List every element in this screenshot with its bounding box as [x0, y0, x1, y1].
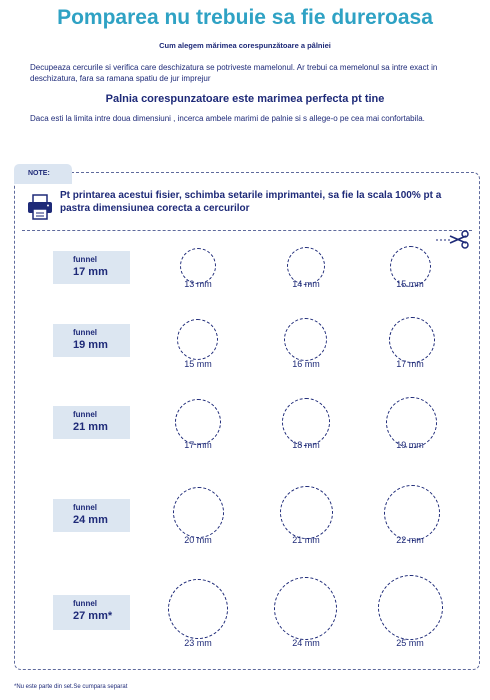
circle-size-label: 25 mm: [396, 638, 424, 648]
circle-size-label: 14 mm: [292, 279, 320, 289]
funnel-word: funnel: [73, 328, 97, 337]
cutout-circle-18mm: [282, 398, 330, 446]
cutout-circle-23mm: [168, 579, 228, 639]
funnel-label-27: [53, 595, 130, 630]
notice-divider: [22, 230, 472, 231]
print-scale-note: Pt printarea acestui fisier, schimba setarile imprimantei, sa fie la scala 100% pt a pastra dimensiunea corecta a cercurilor: [60, 190, 442, 214]
circle-size-label: 17 mm: [184, 440, 212, 450]
cutout-circle-22mm: [384, 485, 440, 541]
funnel-word: funnel: [73, 599, 97, 608]
funnel-label-24: [53, 499, 130, 532]
page-title: Pomparea nu trebuie sa fie dureroasa: [57, 6, 433, 29]
footnote: *Nu este parte din set.Se cumpara separat: [14, 684, 128, 690]
note-label: NOTE:: [28, 170, 50, 177]
cutout-circle-16mm: [284, 318, 327, 361]
circle-size-label: 24 mm: [292, 638, 320, 648]
cutout-circle-24mm: [274, 577, 337, 640]
funnel-size: 24 mm: [73, 514, 108, 526]
cutout-circle-25mm: [378, 575, 443, 640]
circle-size-label: 20 mm: [184, 535, 212, 545]
printer-icon: [27, 193, 53, 221]
funnel-word: funnel: [73, 255, 97, 264]
advice-paragraph: Daca esti la limita intre doua dimensiuni , incerca ambele marimi de palnie si s allege-o pe cea mai confortabila.: [30, 114, 425, 123]
circle-size-label: 18 mm: [292, 440, 320, 450]
funnel-size: 21 mm: [73, 421, 108, 433]
circle-size-label: 17 mm: [396, 359, 424, 369]
cutout-circle-17mm: [175, 399, 221, 445]
funnel-size: 19 mm: [73, 339, 108, 351]
funnel-word: funnel: [73, 503, 97, 512]
circle-size-label: 23 mm: [184, 638, 212, 648]
funnel-label-17: [53, 251, 130, 284]
circle-size-label: 16 mm: [292, 359, 320, 369]
page-subtitle: Cum alegem mărimea corespunzătoare a pâlniei: [159, 41, 331, 50]
cutout-circle-17mm: [389, 317, 435, 363]
cutout-circle-20mm: [173, 487, 224, 538]
instructions-paragraph: Decupeaza cercurile si verifica care deschizatura se potriveste mamelonul. Ar trebui ca memelonul sa intre exact in deschizatura, fara sa ramana spatiu de jur imprejur: [30, 63, 438, 83]
circle-size-label: 19 mm: [396, 440, 424, 450]
circle-size-label: 15 mm: [184, 359, 212, 369]
cutout-circle-21mm: [280, 486, 333, 539]
circle-size-label: 21 mm: [292, 535, 320, 545]
funnel-label-19: [53, 324, 130, 357]
funnel-size: 27 mm*: [73, 610, 113, 622]
scissors-icon: [436, 229, 470, 251]
funnel-size: 17 mm: [73, 266, 108, 278]
funnel-word: funnel: [73, 410, 97, 419]
funnel-label-21: [53, 406, 130, 439]
circle-size-label: 22 mm: [396, 535, 424, 545]
circle-size-label: 15 mm: [396, 279, 424, 289]
circle-size-label: 13 mm: [184, 279, 212, 289]
cutout-circle-15mm: [177, 319, 218, 360]
section-heading: Palnia corespunzatoare este marimea perfecta pt tine: [105, 93, 385, 105]
